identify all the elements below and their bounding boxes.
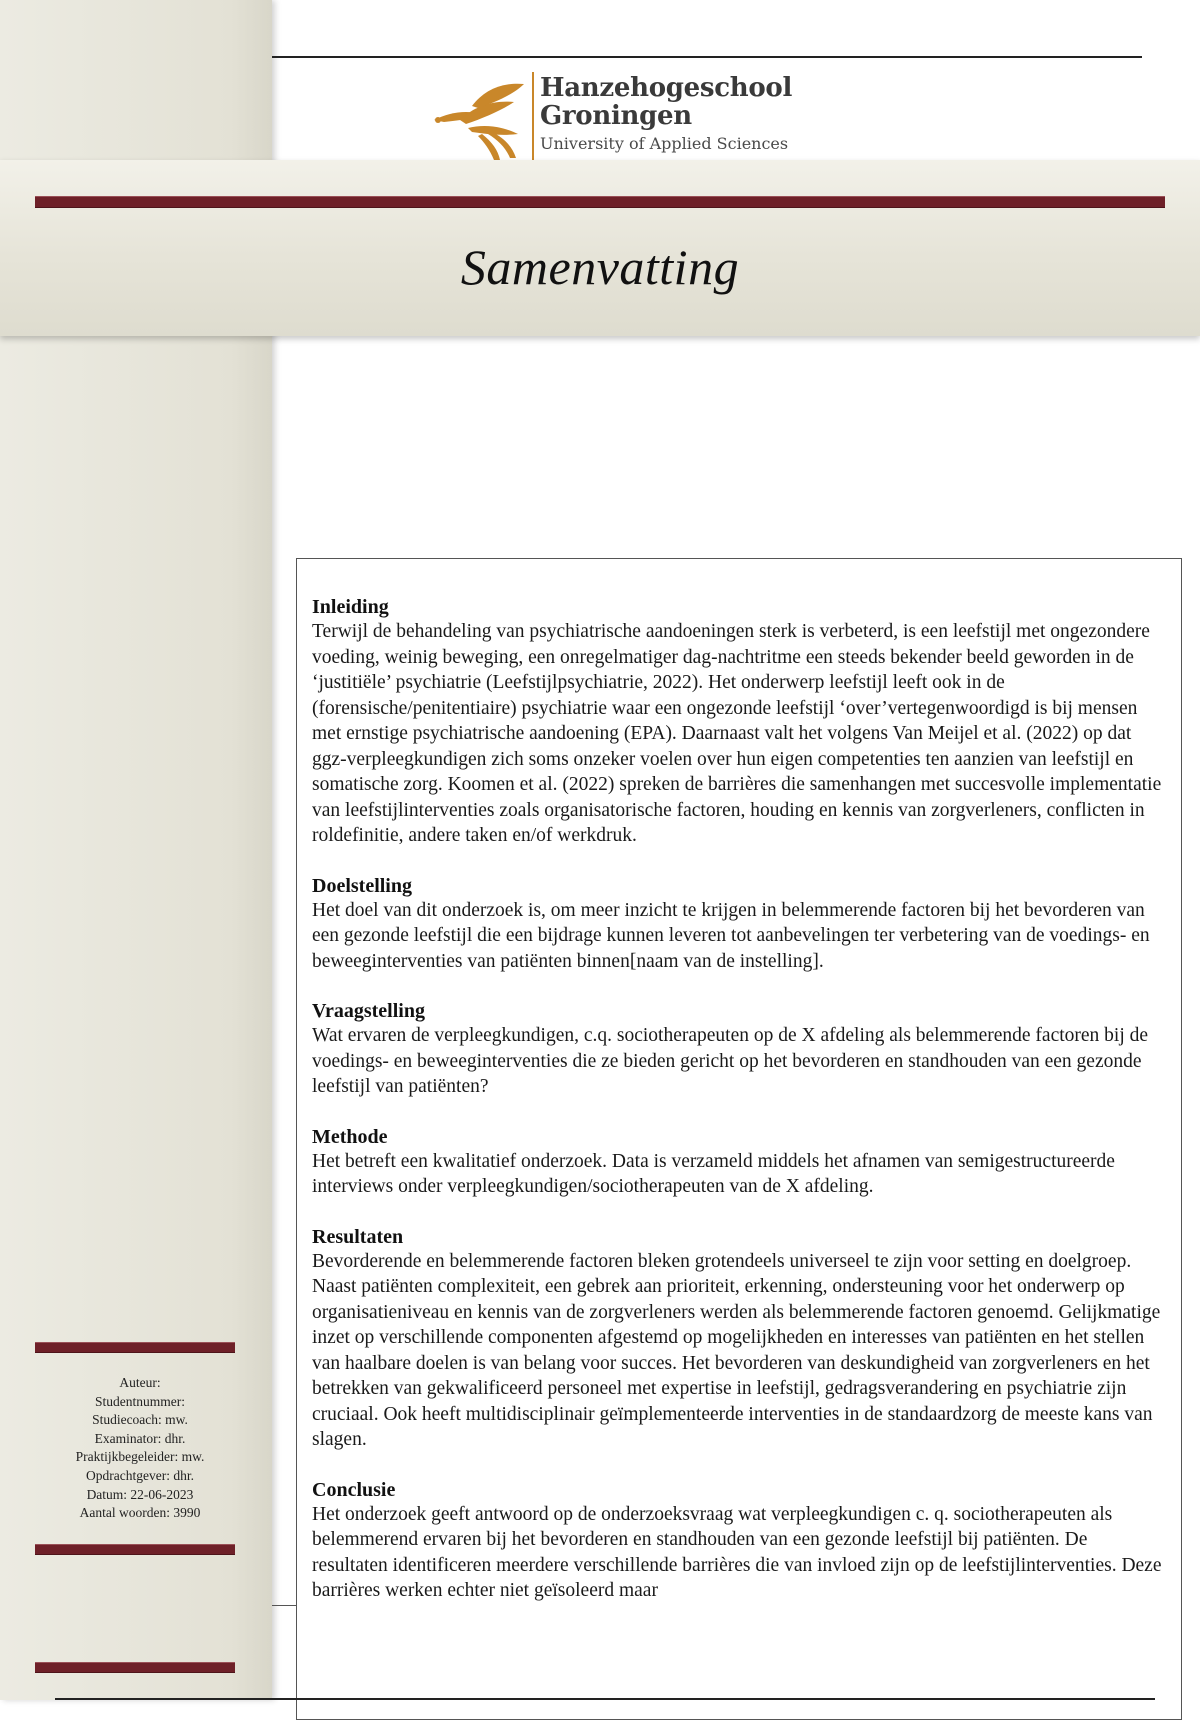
author-label: Auteur: bbox=[119, 1375, 161, 1390]
examiner-label: Examinator: dhr. bbox=[94, 1430, 186, 1446]
client-label: Opdrachtgever: dhr. bbox=[86, 1467, 194, 1483]
author-info-block bbox=[40, 1374, 240, 1523]
title-banner bbox=[0, 160, 1200, 336]
study-coach-label: Studiecoach: mw. bbox=[92, 1412, 188, 1428]
logo-wordmark bbox=[540, 74, 792, 156]
summary-content bbox=[297, 559, 1181, 1604]
hanze-bird-icon bbox=[432, 76, 530, 160]
hanze-logo bbox=[432, 70, 792, 162]
section-body-conclusie: Het onderzoek geeft antwoord op de onderzoeksvraag wat verpleegkundigen c. q. sociotherapeuten als belemmerend ervaren bij het bevorderen en standhouden van een gezonde leefstijl bij patiënten. De resultaten identificeren meerdere verschillende barrières die van invloed zijn op de leefstijlinterventies. Deze barrières werken echter niet geïsoleerd maar bbox=[312, 1503, 1162, 1601]
section-heading-doelstelling: Doelstelling bbox=[312, 874, 412, 897]
section-heading-inleiding: Inleiding bbox=[312, 596, 389, 618]
logo-divider bbox=[532, 72, 534, 160]
section-body-vraagstelling: Wat ervaren de verpleegkundigen, c.q. sociotherapeuten op de X afdeling als belemmerende factoren bij de voedings- en beweeginterventies die ze bieden gericht op het bevorderen en standhouden van een gezonde leefstijl van patiënten? bbox=[312, 1025, 1149, 1097]
student-number-label: Studentnummer: bbox=[95, 1393, 185, 1409]
section-heading-resultaten: Resultaten bbox=[312, 1225, 404, 1248]
sidebar-connector-tick bbox=[272, 1605, 296, 1606]
sidebar-rule-bottom bbox=[35, 1662, 235, 1673]
section-body-methode: Het betreft een kwalitatief onderzoek. Data is verzameld middels het afnamen van semigestructureerde interviews onder verpleegkundigen/sociotherapeuten van de X afdeling. bbox=[312, 1150, 1115, 1197]
sidebar-rule-middle bbox=[35, 1544, 235, 1555]
top-rule bbox=[272, 56, 1142, 58]
logo-line-2: Groningen bbox=[540, 101, 692, 131]
section-body-resultaten: Bevorderende en belemmerende factoren bleken grotendeels universeel te zijn voor setting en doelgroep. Naast patiënten complexiteit, een gebrek aan prioriteit, erkenning, ondersteuning voor het onderwerp op organisatieniveau en kennis van de zorgverleners werden als belemmerende factoren genoemd. Gelijkmatige inzet op verschillende componenten afgestemd op mogelijkheden en interesses van patiënten en het stellen van haalbare doelen is van belang voor succes. Het bevorderen van deskundigheid van zorgverleners en het betrekken van gekwalificeerd personeel met expertise in leefstijl, gedragsverandering en psychiatrie zijn cruciaal. Ook heeft multidisciplinair geïmplementeerde interventies in de standaardzorg de meeste kans van slagen. bbox=[312, 1250, 1161, 1450]
summary-content-box bbox=[296, 558, 1182, 1720]
logo-line-1: Hanzehogeschool bbox=[540, 73, 793, 103]
section-heading-conclusie: Conclusie bbox=[312, 1478, 396, 1501]
section-heading-vraagstelling: Vraagstelling bbox=[312, 1000, 425, 1022]
banner-rule bbox=[35, 196, 1165, 208]
section-heading-methode: Methode bbox=[312, 1125, 388, 1148]
word-count-label: Aantal woorden: 3990 bbox=[79, 1505, 201, 1521]
logo-line-3: University of Applied Sciences bbox=[540, 134, 789, 153]
date-label: Datum: 22-06-2023 bbox=[86, 1486, 194, 1502]
section-body-doelstelling: Het doel van dit onderzoek is, om meer inzicht te krijgen in belemmerende factoren bij het bevorderen van een gezonde leefstijl die een bijdrage kunnen leveren tot aanbevelingen ter verbetering van de voedings- en beweeginterventies van patiënten binnen[naam van de instelling]. bbox=[312, 899, 1150, 972]
section-body-inleiding: Terwijl de behandeling van psychiatrische aandoeningen sterk is verbeterd, is een leefstijl met ongezondere voeding, weinig beweging, een onregelmatiger dag-nachtritme een steeds bekender beeld geworden in de ‘justitiële’ psychiatrie (Leefstijlpsychiatrie, 2022). Het onderwerp leefstijl leeft ook in de (forensische/penitentiaire) psychiatrie waar een ongezonde leefstijl ‘over’vertegenwoordigd is bij mensen met ernstige psychiatrische aandoening (EPA). Daarnaast valt het volgens Van Meijel et al. (2022) op dat ggz-verpleegkundigen zich soms onzeker voelen over hun eigen competenties ten aanzien van leefstijl en somatische zorg. Koomen et al. (2022) spreken de barrières die samenhangen met succesvolle implementatie van leefstijlinterventies zoals organisatorische factoren, houding en kennis van zorgverleners, conflicten in roldefinitie, andere taken en/of werkdruk. bbox=[312, 621, 1162, 846]
sidebar-rule-top bbox=[35, 1342, 235, 1353]
practice-supervisor-label: Praktijkbegeleider: mw. bbox=[75, 1449, 205, 1465]
page-title: Samenvatting bbox=[460, 239, 740, 295]
